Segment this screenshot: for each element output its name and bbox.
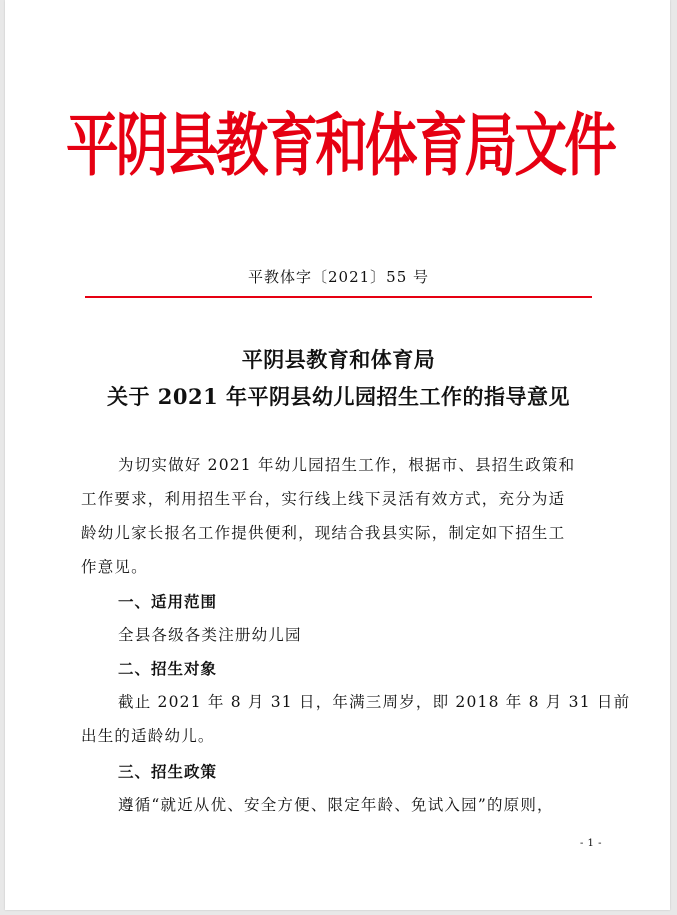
page-number: - 1 - (580, 838, 602, 849)
intro-line-2: 工作要求，利用招生平台，实行线上线下灵活有效方式，充分为适 (81, 490, 566, 508)
document-title-line-1: 平阴县教育和体育局 (241, 347, 436, 372)
document-page (5, 0, 670, 910)
section-1-line: 全县各级各类注册幼儿园 (118, 626, 302, 644)
section-3-line-1: 遵循“就近从优、安全方便、限定年龄、免试入园”的原则， (118, 796, 554, 814)
intro-line-3: 龄幼儿家长报名工作提供便利，现结合我县实际，制定如下招生工 (81, 524, 566, 542)
intro-line-1: 为切实做好 2021 年幼儿园招生工作，根据市、县招生政策和 (118, 456, 576, 474)
document-title-line-2: 关于 2021 年平阴县幼儿园招生工作的指导意见 (106, 384, 571, 409)
section-3-heading: 三、招生政策 (118, 763, 218, 781)
section-2-line-1: 截止 2021 年 8 月 31 日，年满三周岁，即 2018 年 8 月 31 日前 (118, 693, 631, 711)
section-2-line-2: 出生的适龄幼儿。 (81, 727, 215, 745)
section-2-heading: 二、招生对象 (118, 660, 218, 678)
section-1-heading: 一、适用范围 (118, 593, 218, 611)
document-header-title: 平阴县教育和体育局文件 (65, 106, 615, 186)
red-divider-rule (85, 296, 592, 298)
document-number: 平教体字〔2021〕55 号 (247, 268, 430, 286)
intro-line-4: 作意见。 (81, 558, 148, 576)
